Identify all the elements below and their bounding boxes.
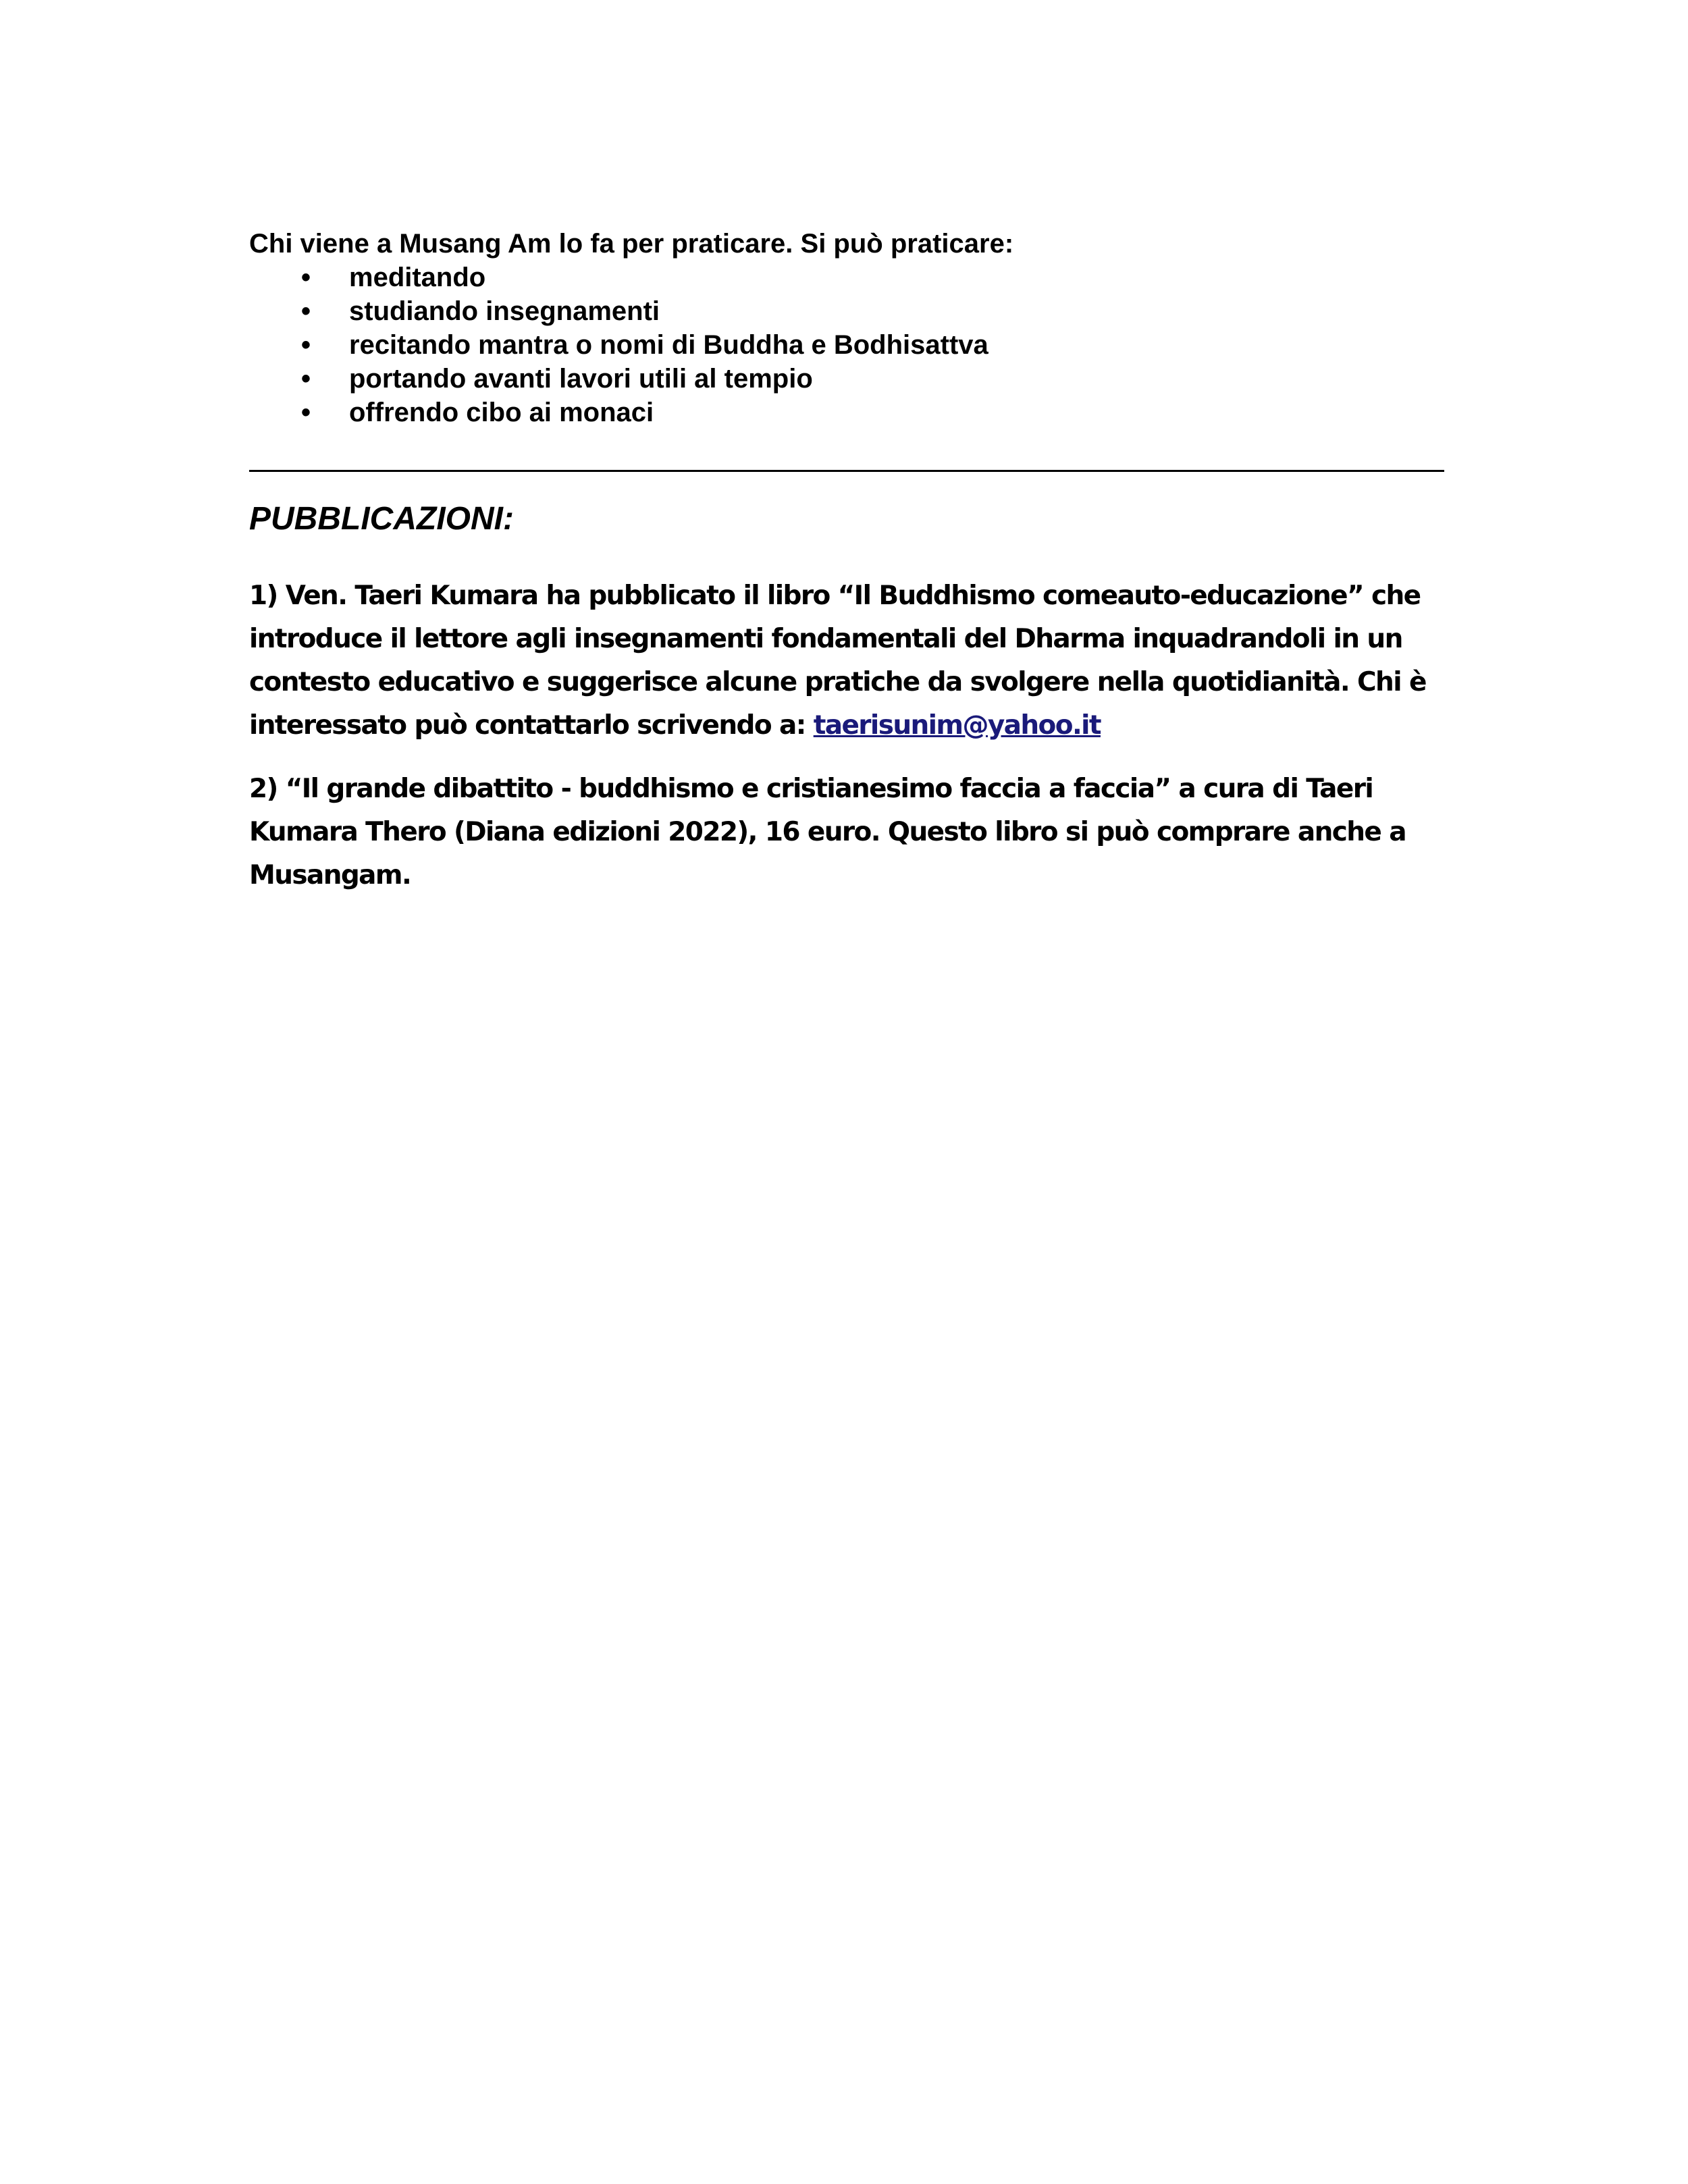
page-content [249,227,1444,897]
intro-text: Chi viene a Musang Am lo fa per praticare. Si può praticare: [249,229,1014,259]
list-item-text: meditando [349,263,486,292]
list-item [249,396,1444,429]
publication-item-2: 2) “Il grande dibattito - buddhismo e cristianesimo faccia a faccia” a cura di Taeri Kumara Thero (Diana edizioni 2022), 16 euro. Questo libro si può comprare anche a Musangam. [249,774,1406,890]
list-item-text: offrendo cibo ai monaci [349,398,654,427]
bullet-icon: • [301,398,311,427]
list-item [249,328,1444,362]
bullet-icon: • [301,296,311,326]
list-item [249,294,1444,328]
bullet-icon: • [301,263,311,292]
publication-item-1 [249,575,1444,747]
list-item-text: portando avanti lavori utili al tempio [349,364,813,394]
bullet-icon: • [301,330,311,360]
bullet-icon: • [301,364,311,394]
list-item [249,261,1444,294]
practice-list [249,261,1444,429]
list-item [249,362,1444,396]
email-link[interactable]: taerisunim@yahoo.it [813,710,1101,741]
publications-heading: PUBBLICAZIONI: [249,501,514,537]
publication-item-1-text: 1) Ven. Taeri Kumara ha pubblicato il libro “Il Buddhismo comeauto-educazione” che introduce il lettore agli insegnamenti fondamentali del Dharma inquadrandoli in un contesto educativo e suggerisce alcune pratiche da svolgere nella quotidianità. Chi è interessato può contattarlo scrivendo a: [249,581,1426,741]
horizontal-divider [249,470,1444,472]
list-item-text: studiando insegnamenti [349,296,660,326]
list-item-text: recitando mantra o nomi di Buddha e Bodhisattva [349,330,988,360]
